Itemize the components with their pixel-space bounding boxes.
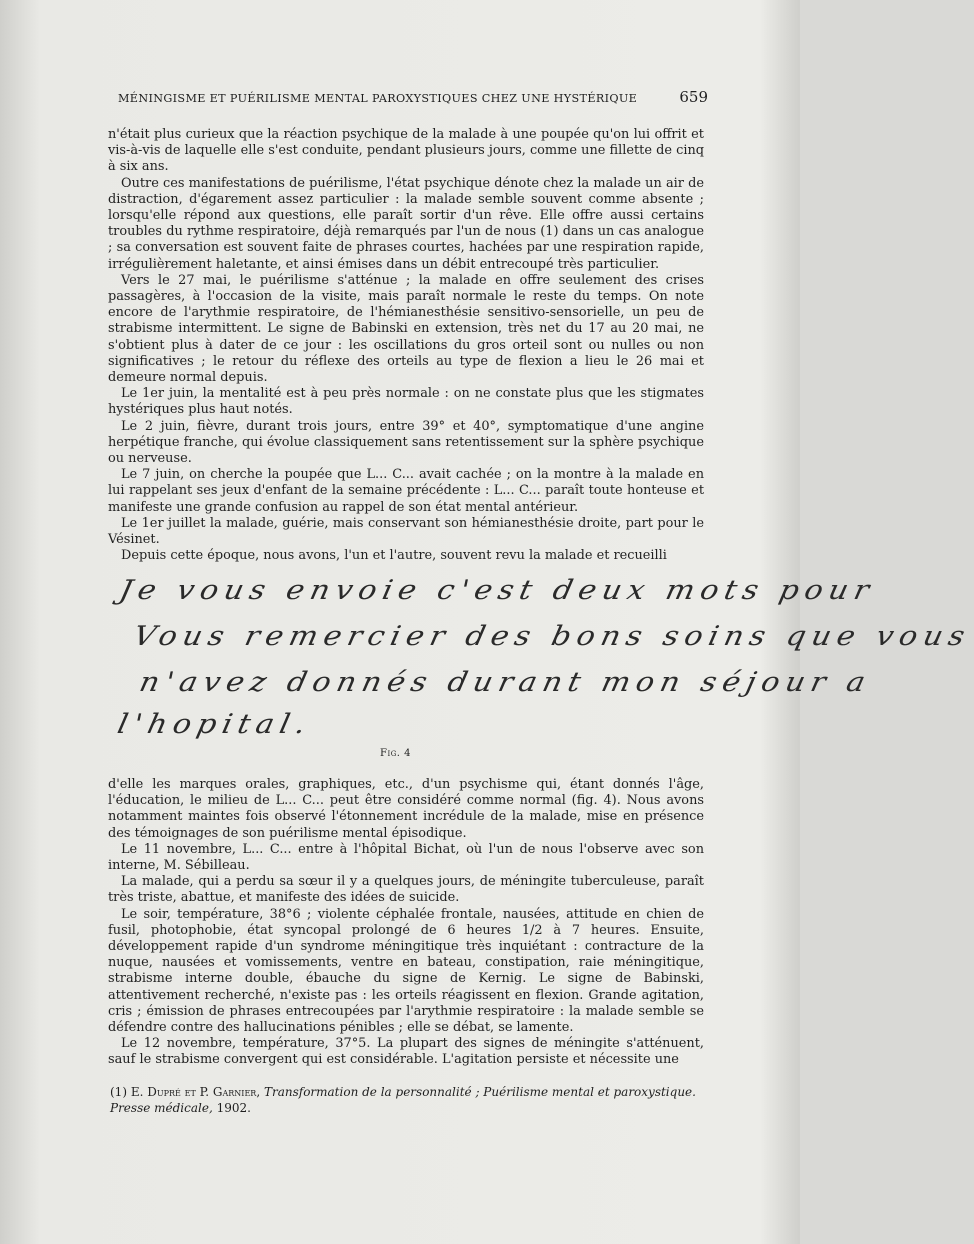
figure-caption: Fig. 4 (380, 748, 412, 759)
body-text-bottom (108, 777, 704, 1069)
paragraph: Depuis cette époque, nous avons, l'un et l'autre, souvent revu la malade et recueilli (121, 548, 667, 564)
footnote-year: 1902. (216, 1101, 251, 1115)
paragraph: Le 7 juin, on cherche la poupée que L... C... avait cachée ; on la montre à la malade en lui rappelant ses jeux d'enfant de la semaine précédente : L... C... paraît toute honteuse et manifeste une grande confusion au rappel de son état mental antérieur. (108, 467, 704, 515)
paragraph: Le 2 juin, fièvre, durant trois jours, entre 39° et 40°, symptomatique d'une angine herpétique franche, qui évolue classiquement sans retentissement sur la sphère psychique ou nerveuse. (108, 418, 704, 467)
paragraph: n'était plus curieux que la réaction psychique de la malade à une poupée qu'on lui offrit et vis-à-vis de laquelle elle s'est conduite, pendant plusieurs jours, comme une fillette de cinq à six ans. (108, 127, 704, 175)
handwriting-sample-figure (110, 567, 974, 747)
running-header (118, 88, 708, 106)
running-title: MÉNINGISME ET PUÉRILISME MENTAL PAROXYSTIQUES CHEZ UNE HYSTÉRIQUE (118, 92, 638, 105)
handwriting-line: Je vous envoie c'est deux mots pour (116, 574, 878, 607)
paragraph: d'elle les marques orales, graphiques, etc., d'un psychisme qui, étant donnés l'âge, l'éducation, le milieu de L... C... peut être considéré comme normal (fig. 4). Nous avons notamment maintes fois observé l'étonnement incrédule de la malade, mise en présence des témoignages de son puérilisme mental épisodique. (108, 777, 704, 841)
handwriting-line: l'hopital. (114, 708, 315, 741)
page-number: 659 (679, 88, 708, 106)
paragraph: Outre ces manifestations de puérilisme, l'état psychique dénote chez la malade un air de distraction, d'égarement assez particulier : la malade semble souvent comme absente ; lorsqu'elle répond aux questions, elle paraît sortir d'un rêve. Elle offre aussi certains troubles du rythme respiratoire, déjà remarqués par l'un de nous (1) dans un cas analogue ; sa conversation est souvent faite de phrases courtes, hachées par une respiration rapide, irrégulièrement haletante, et ainsi émises dans un débit entrecoupé très particulier. (108, 175, 704, 272)
footnote (110, 1084, 710, 1116)
paragraph: Vers le 27 mai, le puérilisme s'atténue ; la malade en offre seulement des crises passagères, à l'occasion de la visite, mais paraît normale le reste du temps. On note encore de l'arythmie respiratoire, de l'hémianesthésie sensitivo-sensorielle, un peu de strabisme intermittent. Le signe de Babinski en extension, très net du 17 au 20 mai, ne s'obtient plus à dater de ce jour : les oscillations du gros orteil sont ou nulles ou non significatives ; le retour du réflexe des orteils au type de flexion a lieu le 26 mai et demeure normal depuis. (108, 272, 704, 386)
footnote-authors: E. Dupré et P. Garnier, (130, 1085, 261, 1099)
paragraph: Le 11 novembre, L... C... entre à l'hôpital Bichat, où l'un de nous l'observe avec son interne, M. Sébilleau. (108, 841, 704, 874)
paragraph: La malade, qui a perdu sa sœur il y a quelques jours, de méningite tuberculeuse, paraît très triste, abattue, et manifeste des idées de suicide. (108, 874, 704, 906)
paragraph: Le 1er juin, la mentalité est à peu près normale : on ne constate plus que les stigmates hystériques plus haut notés. (108, 386, 704, 418)
footnote-marker: (1) (110, 1085, 127, 1099)
body-text-top (108, 127, 704, 564)
handwriting-line: n'avez donnés durant mon séjour a (136, 666, 875, 699)
paragraph: Le 1er juillet la malade, guérie, mais conservant son hémianesthésie droite, part pour le Vésinet. (108, 515, 704, 548)
paragraph: Le 12 novembre, température, 37°5. La plupart des signes de méningite s'atténuent, sauf le strabisme convergent qui est considérable. L'agitation persiste et nécessite une (108, 1036, 704, 1068)
paragraph: Le soir, température, 38°6 ; violente céphalée frontale, nausées, attitude en chien de fusil, photophobie, état syncopal prolongé de 6 heures 1/2 à 7 heures. Ensuite, développement rapide d'un syndrome méningitique très inquiétant : contracture de la nuque, nausées et vomissements, ventre en bateau, constipation, raie méningitique, strabisme interne double, ébauche du signe de Kernig. Le signe de Babinski, attentivement recherché, n'existe pas : les orteils réagissent en flexion. Grande agitation, cris ; émission de phrases entrecoupées par l'arythmie respiratoire : la malade semble se défendre contre des hallucinations pénibles ; elle se débat, se lamente. (108, 906, 704, 1036)
footnote-title: Transformation de la personnalité ; Puérilisme mental et paroxystique. Presse médicale, (110, 1085, 696, 1115)
handwriting-line: Vous remercier des bons soins que vous (130, 620, 974, 653)
